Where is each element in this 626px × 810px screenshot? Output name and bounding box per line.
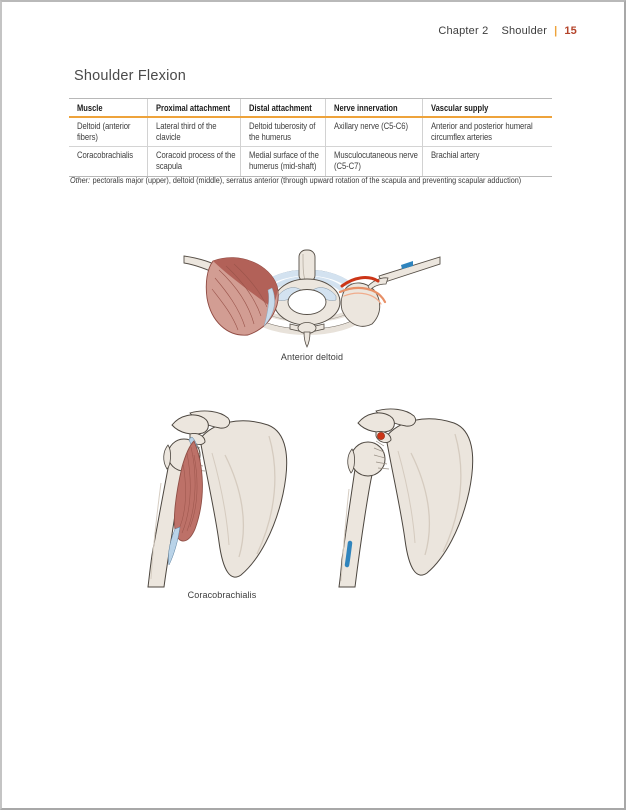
cell-muscle: Coracobrachialis	[77, 150, 134, 161]
sternum	[299, 250, 315, 282]
table-header-row	[69, 99, 552, 118]
vertebra	[290, 323, 324, 348]
column-header-nerve-innervation: Nerve innervation	[333, 103, 398, 113]
column-header-muscle: Muscle	[77, 103, 103, 113]
column-header-distal-attachment: Distal attachment	[248, 103, 312, 113]
figure-attachment-points	[324, 403, 494, 589]
running-header	[438, 25, 577, 37]
coracobrachialis-illustration	[128, 403, 316, 589]
right-arm-bone	[379, 257, 440, 283]
scapula	[386, 419, 473, 575]
chapter-label: Chapter 2	[438, 25, 489, 37]
cell-proximal: Lateral third of the clavicle	[155, 121, 216, 142]
table-row-coracobrachialis	[69, 147, 552, 176]
cell-nerve: Musculocutaneous nerve (C5-C7)	[333, 150, 418, 172]
cell-distal: Deltoid tuberosity of the humerus	[248, 121, 315, 142]
page-number: 15	[564, 25, 577, 37]
cell-proximal: Coracoid process of the scapula	[155, 150, 235, 172]
footnote-label: Other:	[70, 175, 91, 185]
scapula	[200, 421, 287, 577]
figure-caption-coracobrachialis: Coracobrachialis	[187, 590, 257, 600]
page-title: Shoulder Flexion	[74, 68, 187, 84]
section-label: Shoulder	[501, 25, 548, 37]
cell-vascular: Anterior and posterior humeral circumflex arteries	[430, 121, 533, 142]
figure-coracobrachialis	[128, 403, 316, 600]
table-row-deltoid	[69, 117, 552, 147]
footnote-text: pectoralis major (upper), deltoid (middle), serratus anterior (through upward rotation of the scapula and preventing scapular adduction)	[92, 175, 522, 185]
attachment-points-illustration	[324, 403, 494, 589]
column-header-proximal-attachment: Proximal attachment	[155, 103, 230, 113]
column-header-vascular-supply: Vascular supply	[430, 103, 488, 113]
cell-vascular: Brachial artery	[430, 150, 479, 161]
cell-muscle: Deltoid (anterior fibers)	[77, 121, 131, 142]
thoracic-inlet-ring	[274, 279, 340, 325]
header-separator: |	[554, 25, 558, 37]
muscle-attachment-table	[69, 98, 552, 177]
cell-distal: Medial surface of the humerus (mid-shaft)	[248, 150, 319, 172]
coracoid-attachment-marker	[377, 432, 384, 439]
figure-anterior-deltoid	[182, 244, 442, 362]
cell-nerve: Axillary nerve (C5-C6)	[333, 121, 408, 131]
figure-caption-anterior-deltoid: Anterior deltoid	[280, 352, 344, 362]
table-footnote	[70, 175, 521, 185]
humerus-attachment-marker	[347, 543, 350, 565]
anterior-deltoid-illustration	[182, 244, 442, 348]
